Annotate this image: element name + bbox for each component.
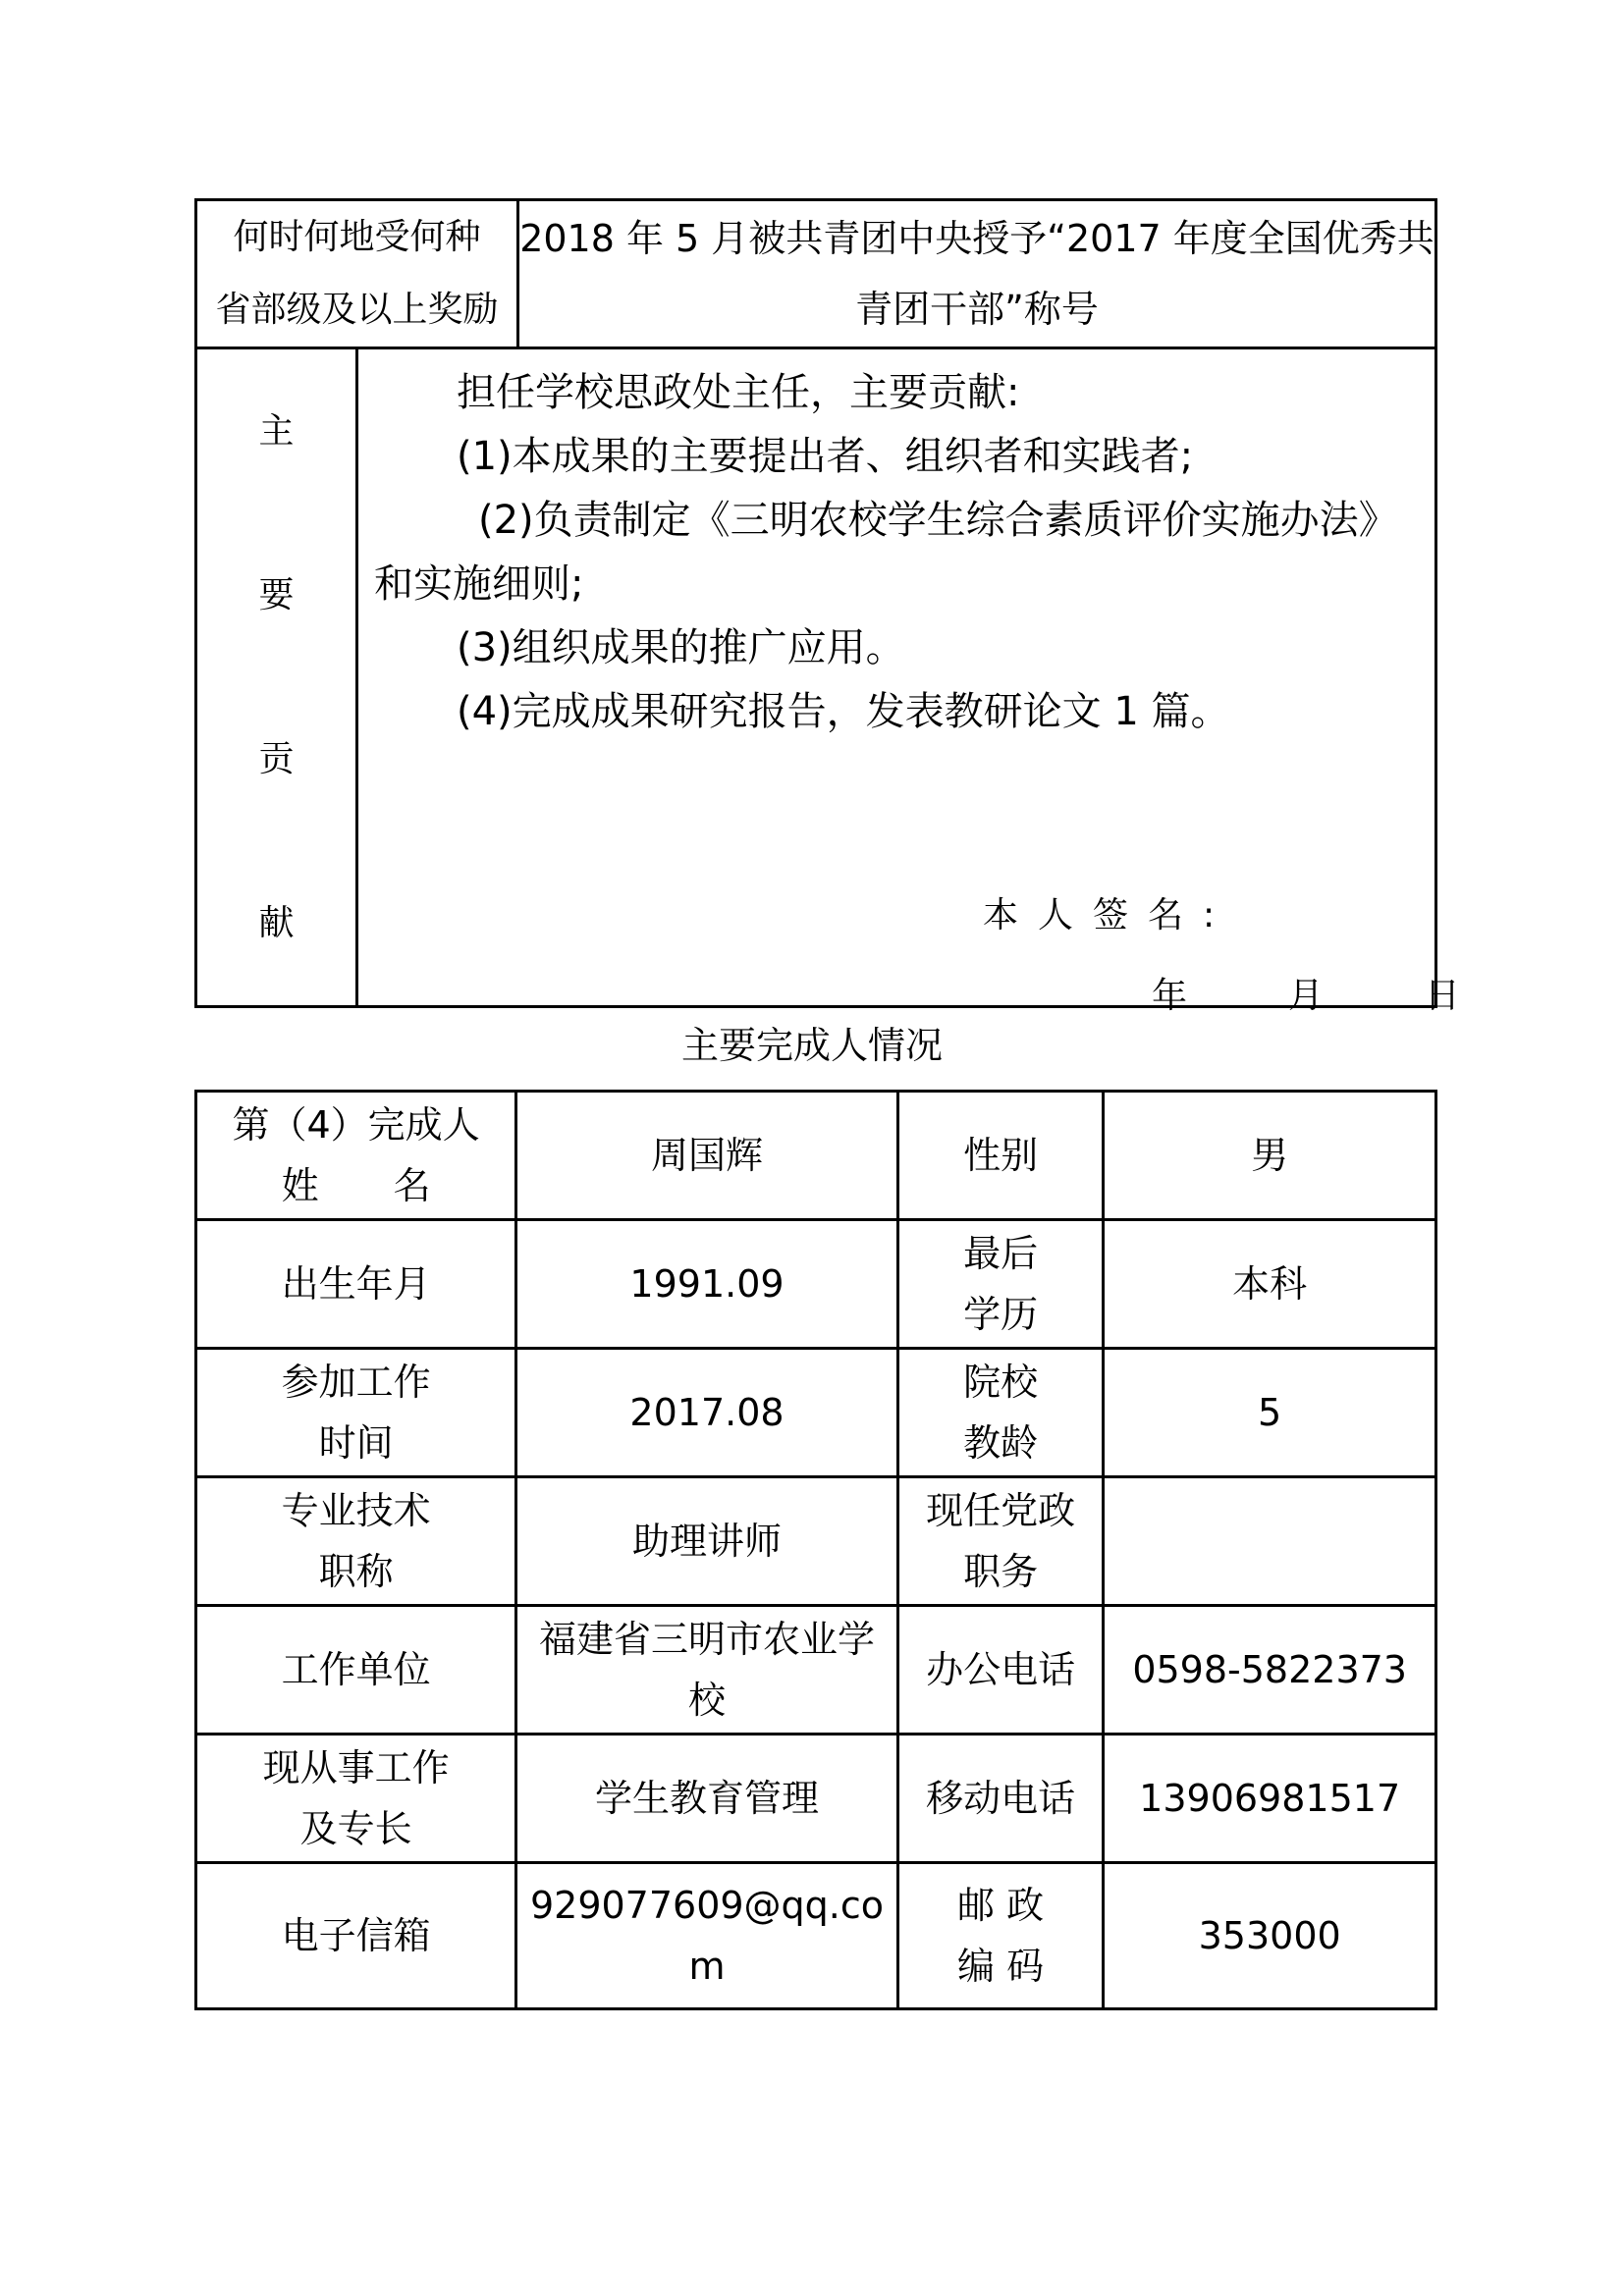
award-label-line2: 省部级及以上奖励 bbox=[215, 290, 499, 330]
side-char: 要 bbox=[258, 575, 295, 615]
name-value-cell: 男 bbox=[1104, 1092, 1436, 1220]
email-label-cell: 邮 政 编 码 bbox=[897, 1863, 1103, 2009]
signature-date bbox=[1152, 968, 1460, 1018]
work-start-label-cell: 参加工作 时间 bbox=[196, 1349, 516, 1477]
table-row bbox=[196, 1477, 1436, 1606]
contribution-line: (3)组织成果的推广应用。 bbox=[457, 625, 905, 670]
contribution-line: (2)负责制定《三明农校学生综合素质评价实施办法》 bbox=[478, 498, 1398, 543]
title-label-cell: 现任党政 职务 bbox=[897, 1477, 1103, 1606]
work-start-label-cell: 院校 教龄 bbox=[897, 1349, 1103, 1477]
award-contribution-table bbox=[194, 198, 1460, 1016]
table-row bbox=[196, 1349, 1436, 1477]
contribution-line: (1)本成果的主要提出者、组织者和实践者; bbox=[457, 434, 1194, 479]
employer-label-cell: 办公电话 bbox=[897, 1606, 1103, 1735]
contribution-side-label bbox=[196, 348, 357, 1007]
table-row bbox=[196, 1606, 1436, 1735]
birth-value-cell: 本科 bbox=[1104, 1220, 1436, 1349]
contribution-line: 担任学校思政处主任，主要贡献: bbox=[457, 370, 1020, 415]
contribution-line: 和实施细则; bbox=[374, 561, 584, 607]
award-value-line1: 2018 年 5 月被共青团中央授予“2017 年度全国优秀共 bbox=[519, 217, 1435, 260]
date-year: 年 bbox=[1152, 976, 1188, 1016]
date-day: 日 bbox=[1424, 976, 1460, 1016]
birth-value-cell: 1991.09 bbox=[516, 1220, 898, 1349]
contribution-row bbox=[196, 348, 1436, 1007]
side-char: 贡 bbox=[258, 739, 295, 779]
birth-label-cell: 出生年月 bbox=[196, 1220, 516, 1349]
work-start-value-cell: 5 bbox=[1104, 1349, 1436, 1477]
person-info-table bbox=[194, 1090, 1437, 2010]
name-label-cell: 第（4）完成人 姓 名 bbox=[196, 1092, 516, 1220]
section-title: 主要完成人情况 bbox=[680, 1024, 943, 1067]
work-field-label-cell: 移动电话 bbox=[897, 1735, 1103, 1863]
email-label-cell: 电子信箱 bbox=[196, 1863, 516, 2009]
date-month: 月 bbox=[1287, 976, 1324, 1016]
side-char: 献 bbox=[258, 903, 295, 943]
work-start-value-cell: 2017.08 bbox=[516, 1349, 898, 1477]
award-label-cell bbox=[196, 200, 518, 348]
work-field-value-cell: 13906981517 bbox=[1104, 1735, 1436, 1863]
employer-label-cell: 工作单位 bbox=[196, 1606, 516, 1735]
table-row bbox=[196, 1092, 1436, 1220]
table-row bbox=[196, 1220, 1436, 1349]
award-value-line2: 青团干部”称号 bbox=[855, 288, 1099, 331]
email-value-cell: 353000 bbox=[1104, 1863, 1436, 2009]
employer-value-cell: 0598-5822373 bbox=[1104, 1606, 1436, 1735]
table-row bbox=[196, 1735, 1436, 1863]
name-value-cell: 周国辉 bbox=[516, 1092, 898, 1220]
award-value-cell bbox=[518, 200, 1436, 348]
signature-label: 本人签名: bbox=[983, 895, 1235, 935]
award-row bbox=[196, 200, 1436, 348]
contribution-line: (4)完成成果研究报告，发表教研论文 1 篇。 bbox=[457, 689, 1230, 734]
title-value-cell: 助理讲师 bbox=[516, 1477, 898, 1606]
work-field-label-cell: 现从事工作 及专长 bbox=[196, 1735, 516, 1863]
title-value-cell bbox=[1104, 1477, 1436, 1606]
work-field-value-cell: 学生教育管理 bbox=[516, 1735, 898, 1863]
email-value-cell: 929077609@qq.co m bbox=[516, 1863, 898, 2009]
name-label-cell: 性别 bbox=[897, 1092, 1103, 1220]
table-row bbox=[196, 1863, 1436, 2009]
side-char: 主 bbox=[258, 411, 295, 452]
award-label-line1: 何时何地受何种 bbox=[233, 217, 481, 257]
employer-value-cell: 福建省三明市农业学 校 bbox=[516, 1606, 898, 1735]
birth-label-cell: 最后 学历 bbox=[897, 1220, 1103, 1349]
contribution-body bbox=[357, 348, 1460, 1016]
title-label-cell: 专业技术 职称 bbox=[196, 1477, 516, 1606]
